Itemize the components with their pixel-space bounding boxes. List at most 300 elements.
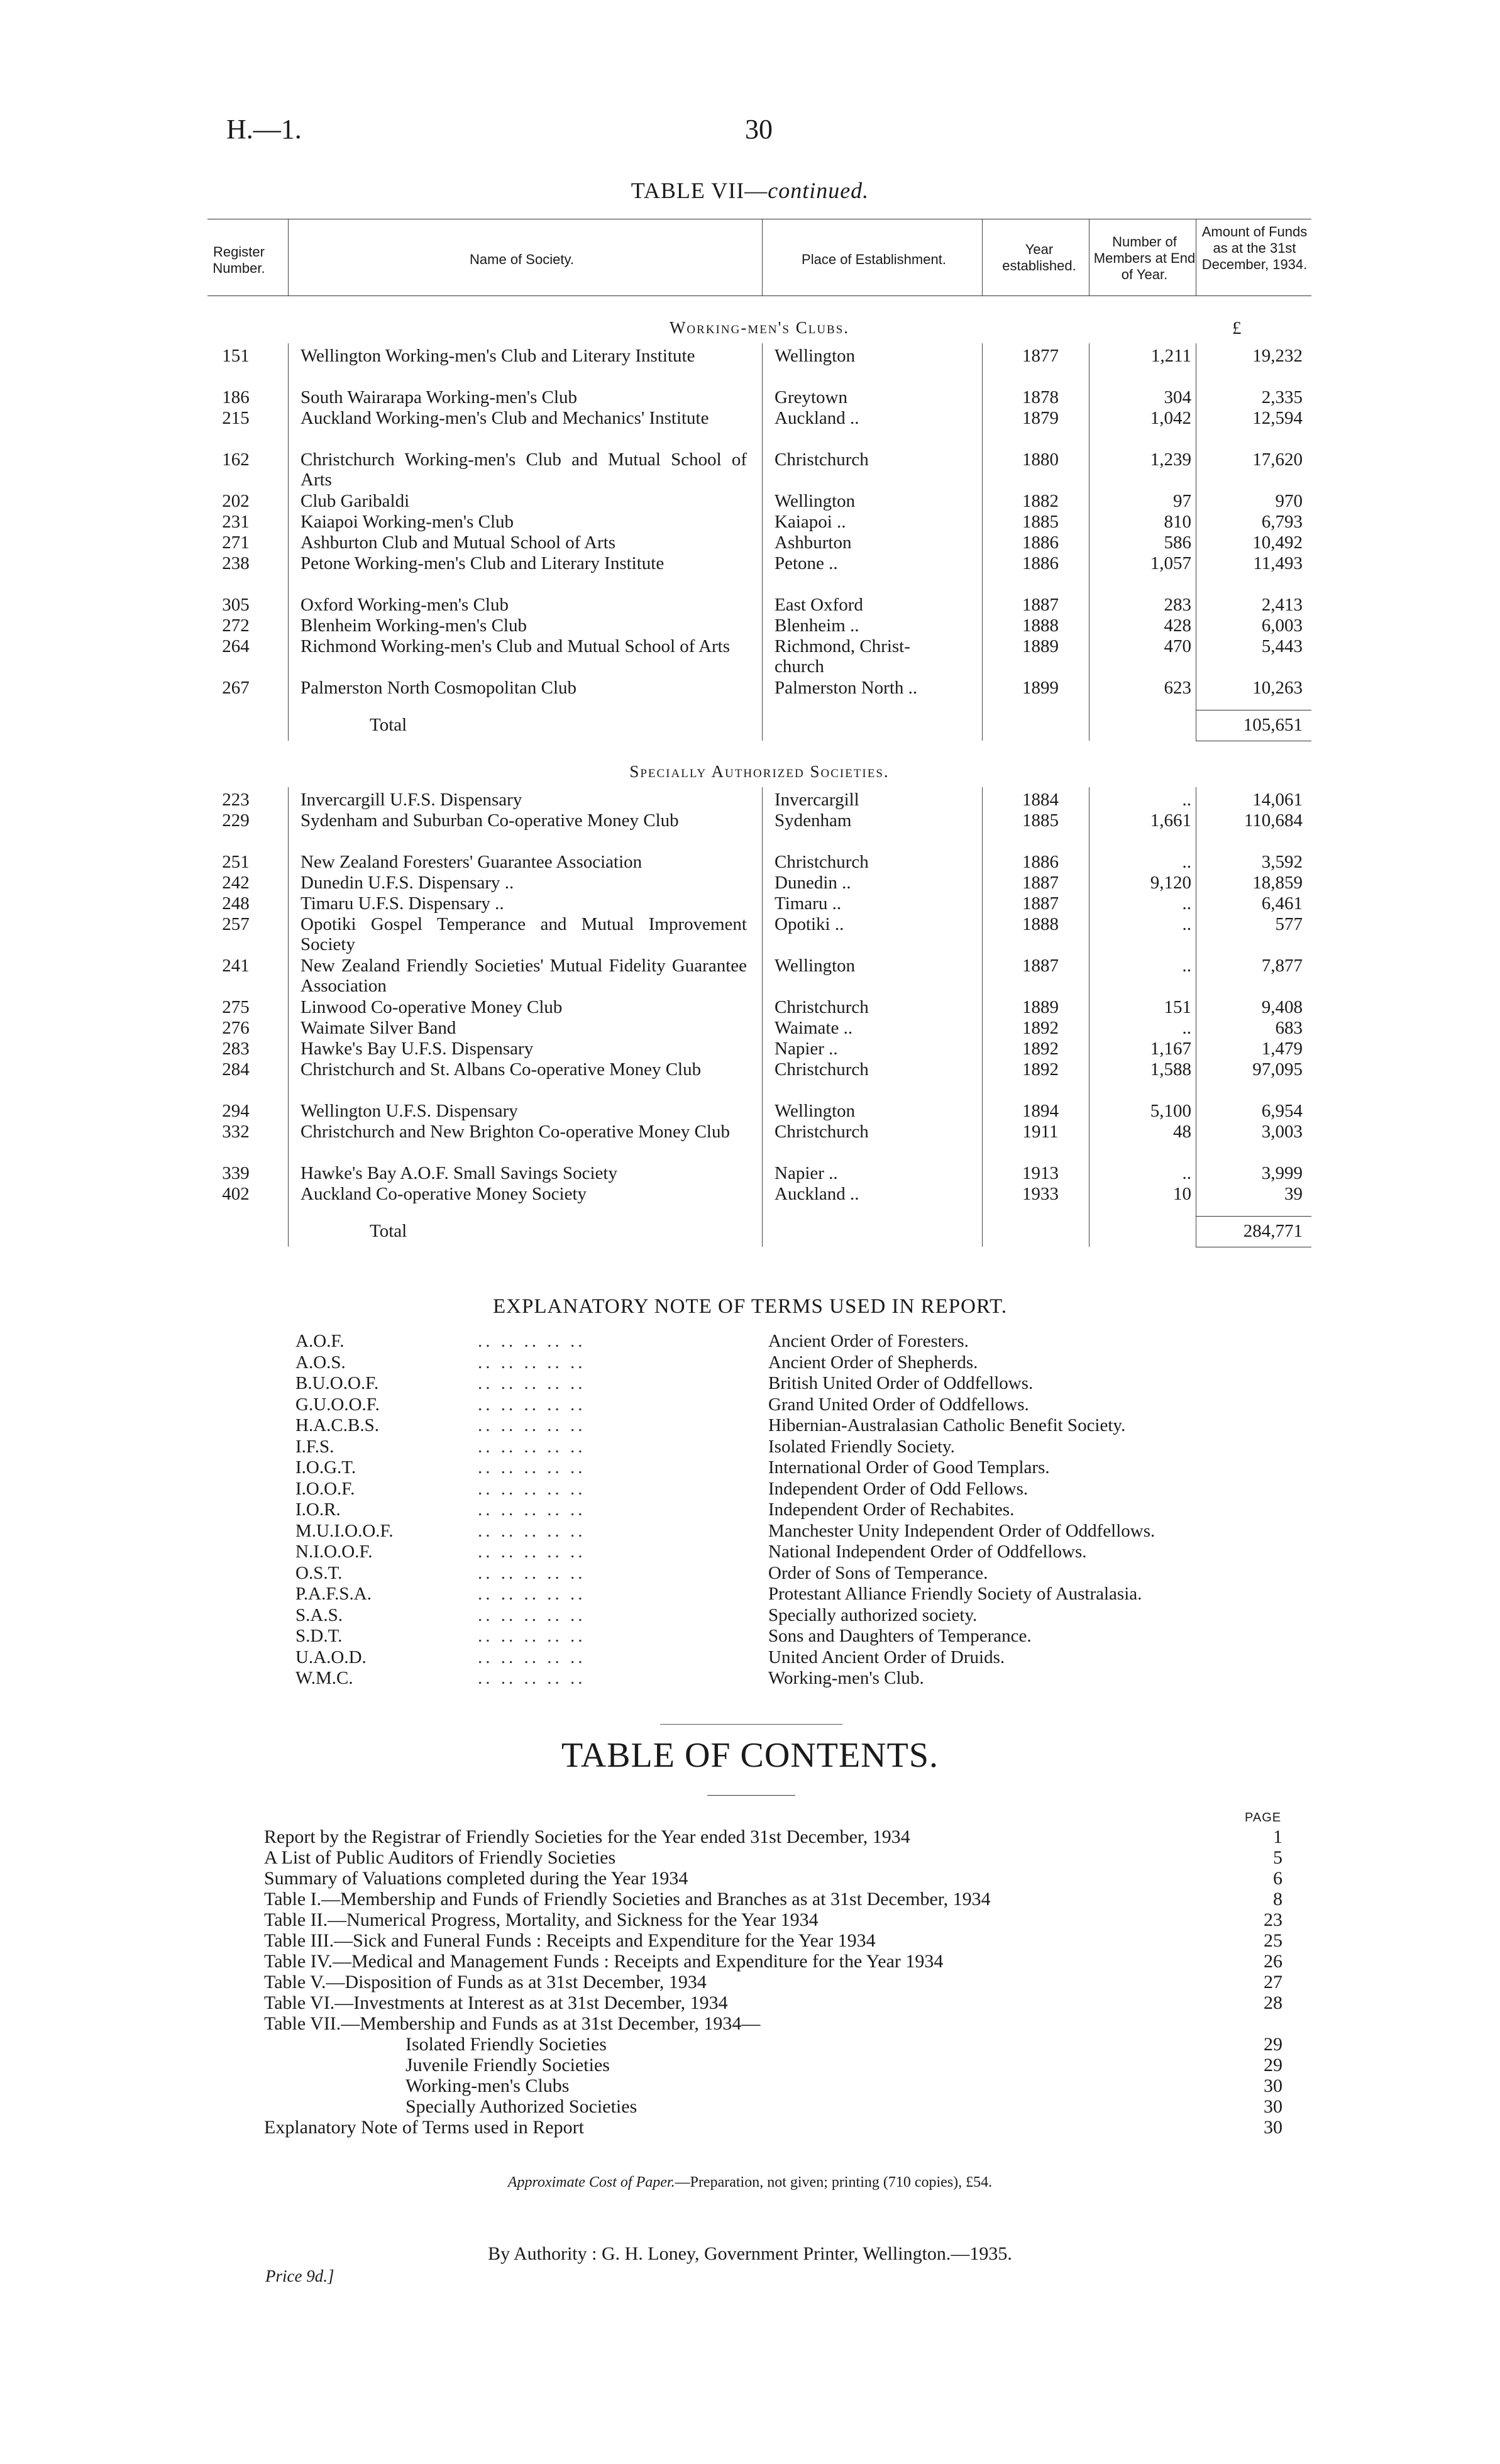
col-register-number: Register Number. xyxy=(212,244,265,276)
toc-entry-text: Juvenile Friendly Societies xyxy=(405,2055,610,2075)
toc-entry xyxy=(264,1826,1282,1847)
register-number: 294 xyxy=(222,1101,250,1121)
society-name: South Wairarapa Working-men's Club xyxy=(301,387,578,407)
toc-entry-text: Isolated Friendly Societies xyxy=(405,2034,607,2055)
toc-entry-page: 29 xyxy=(1264,2034,1282,2055)
leader-dots: .. .. .. .. .. xyxy=(478,1626,586,1646)
cost-label: Approximate Cost of Paper. xyxy=(507,2174,675,2191)
year-established: 1888 xyxy=(1022,616,1059,636)
funds-amount: 14,061 xyxy=(1252,790,1303,810)
toc-entry-text: Explanatory Note of Terms used in Report xyxy=(264,2117,584,2138)
society-name: New Zealand Foresters' Guarantee Association xyxy=(301,852,642,872)
abbreviation: P.A.F.S.A. xyxy=(295,1584,372,1604)
funds-amount: 6,793 xyxy=(1261,512,1303,532)
place-of-establishment: Auckland .. xyxy=(775,1184,859,1204)
year-established: 1888 xyxy=(1022,914,1059,934)
working-mens-club-row xyxy=(207,616,1311,636)
specially-authorized-row xyxy=(207,852,1311,873)
leader-dots: .. .. .. .. .. xyxy=(478,1415,586,1435)
toc-title: TABLE OF CONTENTS. xyxy=(561,1736,939,1775)
place-of-establishment: Napier .. xyxy=(775,1039,838,1059)
toc-entry-page: 25 xyxy=(1264,1930,1282,1951)
society-name: Kaiapoi Working-men's Club xyxy=(301,512,514,532)
total-label: Total xyxy=(370,1221,407,1241)
register-number: 241 xyxy=(222,956,250,976)
funds-amount: 6,954 xyxy=(1261,1101,1303,1121)
place-of-establishment: Palmerston North .. xyxy=(775,678,918,698)
place-of-establishment: Wellington xyxy=(775,346,856,366)
year-established: 1933 xyxy=(1022,1184,1059,1204)
abbreviation-row xyxy=(295,1373,1238,1394)
members-count: .. xyxy=(1182,1163,1191,1183)
societies-table xyxy=(207,219,1311,1262)
abbreviation-meaning: Ancient Order of Shepherds. xyxy=(768,1352,978,1373)
year-established: 1887 xyxy=(1022,595,1059,615)
year-established: 1887 xyxy=(1022,873,1059,893)
register-number: 162 xyxy=(222,450,250,470)
register-number: 186 xyxy=(222,387,250,407)
abbreviation: S.D.T. xyxy=(295,1626,343,1646)
society-name: Linwood Co-operative Money Club xyxy=(301,997,563,1017)
year-established: 1886 xyxy=(1022,852,1059,872)
toc-entry xyxy=(264,1868,1282,1889)
register-number: 339 xyxy=(222,1163,250,1183)
column-rule xyxy=(288,343,289,741)
abbreviation-meaning: British United Order of Oddfellows. xyxy=(768,1373,1034,1393)
place-of-establishment: Auckland .. xyxy=(775,408,859,428)
abbreviation: N.I.O.O.F. xyxy=(295,1542,373,1562)
working-mens-club-row xyxy=(207,491,1311,512)
place-of-establishment: Kaiapoi .. xyxy=(775,512,846,532)
toc-entry-page: 5 xyxy=(1273,1847,1282,1868)
funds-amount: 5,443 xyxy=(1261,636,1303,656)
col-year: Year established. xyxy=(1002,241,1076,273)
specially-authorized-row xyxy=(207,1184,1311,1205)
register-number: 248 xyxy=(222,893,250,914)
funds-amount: 3,003 xyxy=(1261,1122,1303,1142)
place-of-establishment: Wellington xyxy=(775,956,856,976)
register-number: 257 xyxy=(222,914,250,934)
toc-entry xyxy=(264,1930,1282,1951)
working-mens-club-total-row xyxy=(207,715,1311,736)
toc-title-rule xyxy=(707,1795,795,1796)
members-count: 10 xyxy=(1173,1184,1191,1204)
specially-authorized-row xyxy=(207,810,1311,852)
register-number: 215 xyxy=(222,408,250,428)
members-count: 1,057 xyxy=(1150,553,1191,573)
society-name: Auckland Working-men's Club and Mechanics' Institute xyxy=(301,408,709,428)
specially-authorized-row xyxy=(207,997,1311,1018)
toc-entry-page: 30 xyxy=(1264,2075,1282,2096)
abbreviation-meaning: National Independent Order of Oddfellows. xyxy=(768,1542,1087,1562)
members-count: 97 xyxy=(1173,491,1191,511)
toc-entry xyxy=(264,2096,1282,2117)
society-name: Sydenham and Suburban Co-operative Money Club xyxy=(301,810,679,831)
funds-amount: 9,408 xyxy=(1261,997,1303,1017)
abbreviation-row xyxy=(295,1626,1238,1647)
place-of-establishment: Waimate .. xyxy=(775,1018,853,1038)
abbreviation-meaning: Working-men's Club. xyxy=(768,1668,924,1688)
abbreviation-meaning: Hibernian-Australasian Catholic Benefit Society. xyxy=(768,1415,1126,1435)
register-number: 202 xyxy=(222,491,250,511)
abbreviation-row xyxy=(295,1542,1238,1562)
leader-dots: .. .. .. .. .. xyxy=(478,1352,586,1373)
society-name: New Zealand Friendly Societies' Mutual Fidelity Guarantee Association xyxy=(301,956,747,996)
members-count: 48 xyxy=(1173,1122,1191,1142)
abbreviation-row xyxy=(295,1437,1238,1457)
place-of-establishment: Richmond, Christ- church xyxy=(775,636,910,677)
society-name: Opotiki Gospel Temperance and Mutual Improvement Society xyxy=(301,914,747,954)
funds-amount: 1,479 xyxy=(1261,1039,1303,1059)
society-name: Wellington U.F.S. Dispensary xyxy=(301,1101,518,1121)
toc-entry-page: 26 xyxy=(1264,1951,1282,1972)
authority-line: By Authority : G. H. Loney, Government Printer, Wellington.—1935. xyxy=(488,2243,1012,2264)
working-mens-club-row xyxy=(207,553,1311,595)
society-name: Blenheim Working-men's Club xyxy=(301,616,527,636)
toc-entry xyxy=(264,2013,1282,2034)
specially-authorized-row xyxy=(207,956,1311,997)
abbreviation-meaning: Sons and Daughters of Temperance. xyxy=(768,1626,1032,1646)
specially-authorized-row xyxy=(207,1122,1311,1163)
toc-entry xyxy=(264,2055,1282,2075)
toc-entry xyxy=(264,1889,1282,1909)
toc-entry xyxy=(264,1847,1282,1868)
working-mens-club-row xyxy=(207,595,1311,616)
register-number: 272 xyxy=(222,616,250,636)
year-established: 1882 xyxy=(1022,491,1059,511)
abbreviation-meaning: Specially authorized society. xyxy=(768,1605,978,1625)
members-count: 1,167 xyxy=(1150,1039,1191,1059)
year-established: 1886 xyxy=(1022,553,1059,573)
place-of-establishment: Invercargill xyxy=(775,790,859,810)
funds-amount: 6,461 xyxy=(1261,893,1303,914)
document-reference: H.—1. xyxy=(226,114,302,145)
abbreviation-row xyxy=(295,1563,1238,1584)
abbreviation-row xyxy=(295,1521,1238,1542)
place-of-establishment: East Oxford xyxy=(775,595,863,615)
members-count: 470 xyxy=(1164,636,1191,656)
year-established: 1884 xyxy=(1022,790,1059,810)
members-count: 283 xyxy=(1164,595,1191,615)
register-number: 332 xyxy=(222,1122,250,1142)
leader-dots: .. .. .. .. .. xyxy=(478,1647,586,1667)
abbreviation: G.U.O.O.F. xyxy=(295,1394,380,1415)
toc-entry-text: Table IV.—Medical and Management Funds : Receipts and Expenditure for the Year 1934 xyxy=(264,1951,944,1972)
year-established: 1878 xyxy=(1022,387,1059,407)
abbreviation-meaning: Independent Order of Odd Fellows. xyxy=(768,1478,1028,1499)
page-number: 30 xyxy=(745,114,773,145)
leader-dots: .. .. .. .. .. xyxy=(478,1457,586,1478)
abbreviation-row xyxy=(295,1479,1238,1500)
funds-amount: 17,620 xyxy=(1252,450,1303,470)
year-established: 1894 xyxy=(1022,1101,1059,1121)
abbreviation: H.A.C.B.S. xyxy=(295,1415,379,1435)
abbreviation-meaning: Order of Sons of Temperance. xyxy=(768,1562,988,1583)
year-established: 1880 xyxy=(1022,450,1059,470)
place-of-establishment: Dunedin .. xyxy=(775,873,851,893)
abbreviation: B.U.O.O.F. xyxy=(295,1373,379,1393)
abbreviation-meaning: United Ancient Order of Druids. xyxy=(768,1647,1005,1667)
toc-entry-text: Summary of Valuations completed during the Year 1934 xyxy=(264,1868,688,1889)
abbreviation: I.O.R. xyxy=(295,1500,341,1520)
specially-authorized-row xyxy=(207,893,1311,914)
society-name: Palmerston North Cosmopolitan Club xyxy=(301,678,577,698)
abbreviation-row xyxy=(295,1605,1238,1626)
register-number: 402 xyxy=(222,1184,250,1204)
abbreviation-row xyxy=(295,1395,1238,1415)
society-name: Hawke's Bay U.F.S. Dispensary xyxy=(301,1039,534,1059)
funds-amount: 10,492 xyxy=(1252,533,1303,553)
place-of-establishment: Napier .. xyxy=(775,1163,838,1183)
specially-authorized-row xyxy=(207,1059,1311,1101)
register-number: 284 xyxy=(222,1059,250,1080)
toc-entry-page: 6 xyxy=(1273,1868,1282,1889)
specially-authorized-row xyxy=(207,1101,1311,1122)
toc-entry-page: 23 xyxy=(1264,1909,1282,1930)
funds-amount: 3,592 xyxy=(1261,852,1303,872)
abbreviation-row xyxy=(295,1584,1238,1605)
specially-authorized-row xyxy=(207,1018,1311,1039)
toc-entry-text: Table V.—Disposition of Funds as at 31st December, 1934 xyxy=(264,1972,707,1992)
total-funds: 284,771 xyxy=(1243,1221,1303,1241)
society-name: Auckland Co-operative Money Society xyxy=(301,1184,587,1204)
leader-dots: .. .. .. .. .. xyxy=(478,1542,586,1562)
members-count: 5,100 xyxy=(1150,1101,1191,1121)
register-number: 305 xyxy=(222,595,250,615)
register-number: 275 xyxy=(222,997,250,1017)
funds-amount: 97,095 xyxy=(1252,1059,1303,1080)
working-mens-club-row xyxy=(207,387,1311,408)
working-mens-club-row xyxy=(207,450,1311,491)
leader-dots: .. .. .. .. .. xyxy=(478,1436,586,1457)
members-count: .. xyxy=(1182,790,1191,810)
abbreviation-meaning: Independent Order of Rechabites. xyxy=(768,1500,1015,1520)
leader-dots: .. .. .. .. .. xyxy=(478,1394,586,1415)
society-name: Christchurch and New Brighton Co-operative Money Club xyxy=(301,1122,730,1142)
leader-dots: .. .. .. .. .. xyxy=(478,1373,586,1393)
toc-entry-page: 27 xyxy=(1264,1972,1282,1992)
abbreviation: A.O.F. xyxy=(295,1331,345,1351)
place-of-establishment: Petone .. xyxy=(775,553,838,573)
members-count: 1,239 xyxy=(1150,450,1191,470)
abbreviation-list xyxy=(295,1331,1238,1696)
col-funds: Amount of Funds as at the 31st December, 1934. xyxy=(1201,224,1308,272)
toc-entry-text: Table VII.—Membership and Funds as at 31st December, 1934— xyxy=(264,2013,761,2034)
column-rule xyxy=(762,343,763,741)
leader-dots: .. .. .. .. .. xyxy=(478,1605,586,1625)
place-of-establishment: Greytown xyxy=(775,387,847,407)
column-rule xyxy=(982,343,983,741)
working-mens-club-row xyxy=(207,408,1311,450)
society-name: Waimate Silver Band xyxy=(301,1018,456,1038)
members-count: .. xyxy=(1182,914,1191,934)
funds-amount: 2,335 xyxy=(1261,387,1303,407)
col-name: Name of Society. xyxy=(470,251,574,267)
members-count: 1,042 xyxy=(1150,408,1191,428)
funds-amount: 110,684 xyxy=(1244,810,1303,831)
register-number: 283 xyxy=(222,1039,250,1059)
total-rule xyxy=(1196,1216,1311,1217)
year-established: 1885 xyxy=(1022,810,1059,831)
register-number: 223 xyxy=(222,790,250,810)
members-count: 428 xyxy=(1164,616,1191,636)
register-number: 231 xyxy=(222,512,250,532)
abbreviation-row xyxy=(295,1457,1238,1478)
place-of-establishment: Christchurch xyxy=(775,997,869,1017)
funds-amount: 39 xyxy=(1284,1184,1303,1204)
year-established: 1877 xyxy=(1022,346,1059,366)
abbreviation-meaning: Grand United Order of Oddfellows. xyxy=(768,1394,1029,1415)
toc-list xyxy=(264,1826,1282,2153)
toc-entry-page: 30 xyxy=(1264,2117,1282,2138)
abbreviation: I.O.O.F. xyxy=(295,1478,355,1499)
abbreviation-meaning: Manchester Unity Independent Order of Oddfellows. xyxy=(768,1520,1155,1541)
toc-entry-page: 30 xyxy=(1264,2096,1282,2117)
leader-dots: .. .. .. .. .. xyxy=(478,1478,586,1499)
register-number: 242 xyxy=(222,873,250,893)
place-of-establishment: Christchurch xyxy=(775,1122,869,1142)
funds-amount: 19,232 xyxy=(1252,346,1303,366)
funds-amount: 10,263 xyxy=(1252,678,1303,698)
specially-authorized-row xyxy=(207,914,1311,956)
abbreviation-meaning: Protestant Alliance Friendly Society of Australasia. xyxy=(768,1584,1142,1604)
toc-entry-text: Specially Authorized Societies xyxy=(405,2096,637,2117)
toc-entry xyxy=(264,1992,1282,2013)
place-of-establishment: Blenheim .. xyxy=(775,616,859,636)
members-count: .. xyxy=(1182,1018,1191,1038)
toc-page-label: PAGE xyxy=(1245,1811,1282,1825)
place-of-establishment: Ashburton xyxy=(775,533,852,553)
abbreviation-row xyxy=(295,1647,1238,1668)
year-established: 1885 xyxy=(1022,512,1059,532)
column-rule xyxy=(288,787,289,1247)
year-established: 1889 xyxy=(1022,636,1059,656)
working-mens-club-row xyxy=(207,636,1311,678)
year-established: 1913 xyxy=(1022,1163,1059,1183)
members-count: .. xyxy=(1182,956,1191,976)
register-number: 251 xyxy=(222,852,250,872)
abbreviation: O.S.T. xyxy=(295,1562,343,1583)
society-name: Richmond Working-men's Club and Mutual School of Arts xyxy=(301,636,731,656)
toc-entry-text: A List of Public Auditors of Friendly Societies xyxy=(264,1847,616,1868)
specially-authorized-row xyxy=(207,873,1311,893)
leader-dots: .. .. .. .. .. xyxy=(478,1500,586,1520)
register-number: 264 xyxy=(222,636,250,656)
abbreviation-meaning: Isolated Friendly Society. xyxy=(768,1436,955,1457)
working-mens-club-row xyxy=(207,346,1311,387)
toc-entry xyxy=(264,1972,1282,1992)
year-established: 1886 xyxy=(1022,533,1059,553)
members-count: 1,211 xyxy=(1150,346,1191,366)
place-of-establishment: Christchurch xyxy=(775,1059,869,1080)
year-established: 1892 xyxy=(1022,1059,1059,1080)
abbreviation: I.F.S. xyxy=(295,1436,334,1457)
toc-entry-page: 28 xyxy=(1264,1992,1282,2013)
abbreviation-row xyxy=(295,1415,1238,1436)
total-label: Total xyxy=(370,715,407,735)
leader-dots: .. .. .. .. .. xyxy=(478,1520,586,1541)
year-established: 1911 xyxy=(1022,1122,1059,1142)
abbreviation-row xyxy=(295,1352,1238,1373)
society-name: Petone Working-men's Club and Literary Institute xyxy=(301,553,665,573)
place-of-establishment: Christchurch xyxy=(775,450,869,470)
cost-text: —Preparation, not given; printing (710 copies), £54. xyxy=(675,2174,993,2191)
cost-note xyxy=(0,2174,1500,2191)
specially-authorized-row xyxy=(207,1163,1311,1184)
funds-amount: 6,003 xyxy=(1261,616,1303,636)
toc-entry-text: Report by the Registrar of Friendly Societies for the Year ended 31st December, 1934 xyxy=(264,1826,910,1847)
society-name: Christchurch Working-men's Club and Mutual School of Arts xyxy=(301,450,747,490)
place-of-establishment: Wellington xyxy=(775,491,856,511)
working-mens-club-row xyxy=(207,678,1311,699)
funds-amount: 970 xyxy=(1275,491,1303,511)
members-count: .. xyxy=(1182,893,1191,914)
table-title-suffix: continued. xyxy=(768,178,869,203)
year-established: 1879 xyxy=(1022,408,1059,428)
toc-entry xyxy=(264,1909,1282,1930)
register-number: 238 xyxy=(222,553,250,573)
toc-entry xyxy=(264,2117,1282,2138)
abbreviation: W.M.C. xyxy=(295,1668,353,1688)
funds-amount: 11,493 xyxy=(1253,553,1303,573)
col-members: Number of Members at End of Year. xyxy=(1093,234,1196,282)
register-number: 229 xyxy=(222,810,250,831)
funds-amount: 577 xyxy=(1275,914,1303,934)
register-number: 276 xyxy=(222,1018,250,1038)
society-name: Club Garibaldi xyxy=(301,491,410,511)
toc-entry xyxy=(264,1951,1282,1972)
price: Price 9d.] xyxy=(265,2267,334,2285)
funds-amount: 683 xyxy=(1275,1018,1303,1038)
register-number: 151 xyxy=(222,346,250,366)
specially-authorized-total-row xyxy=(207,1221,1311,1242)
society-name: Christchurch and St. Albans Co-operative Money Club xyxy=(301,1059,702,1080)
place-of-establishment: Christchurch xyxy=(775,852,869,872)
funds-amount: 18,859 xyxy=(1252,873,1303,893)
members-count: 304 xyxy=(1164,387,1191,407)
members-count: .. xyxy=(1182,852,1191,872)
funds-amount: 12,594 xyxy=(1252,408,1303,428)
funds-amount: 2,413 xyxy=(1261,595,1303,615)
year-established: 1899 xyxy=(1022,678,1059,698)
table-title xyxy=(0,177,1500,204)
specially-authorized-row xyxy=(207,1039,1311,1059)
leader-dots: .. .. .. .. .. xyxy=(478,1331,586,1351)
society-name: Timaru U.F.S. Dispensary .. xyxy=(301,893,504,914)
toc-entry xyxy=(264,2075,1282,2096)
abbreviation-meaning: Ancient Order of Foresters. xyxy=(768,1331,969,1351)
toc-entry-text: Table III.—Sick and Funeral Funds : Receipts and Expenditure for the Year 1934 xyxy=(264,1930,876,1951)
society-name: Hawke's Bay A.O.F. Small Savings Society xyxy=(301,1163,617,1183)
place-of-establishment: Opotiki .. xyxy=(775,914,844,934)
members-count: 9,120 xyxy=(1150,873,1191,893)
place-of-establishment: Sydenham xyxy=(775,810,852,831)
abbreviation: A.O.S. xyxy=(295,1352,346,1373)
toc-entry-page: 8 xyxy=(1273,1889,1282,1909)
abbreviation-row xyxy=(295,1331,1238,1352)
place-of-establishment: Timaru .. xyxy=(775,893,842,914)
toc-entry-text: Table II.—Numerical Progress, Mortality, and Sickness for the Year 1934 xyxy=(264,1909,819,1930)
abbreviation-meaning: International Order of Good Templars. xyxy=(768,1457,1050,1478)
society-name: Wellington Working-men's Club and Literary Institute xyxy=(301,346,695,366)
col-place: Place of Establishment. xyxy=(802,251,946,267)
register-number: 267 xyxy=(222,678,250,698)
leader-dots: .. .. .. .. .. xyxy=(478,1584,586,1604)
explanatory-note-title: EXPLANATORY NOTE OF TERMS USED IN REPORT. xyxy=(493,1295,1007,1318)
currency-symbol: £ xyxy=(1232,318,1242,338)
toc-entry-page: 1 xyxy=(1273,1826,1282,1847)
toc-entry-text: Working-men's Clubs xyxy=(405,2075,570,2096)
